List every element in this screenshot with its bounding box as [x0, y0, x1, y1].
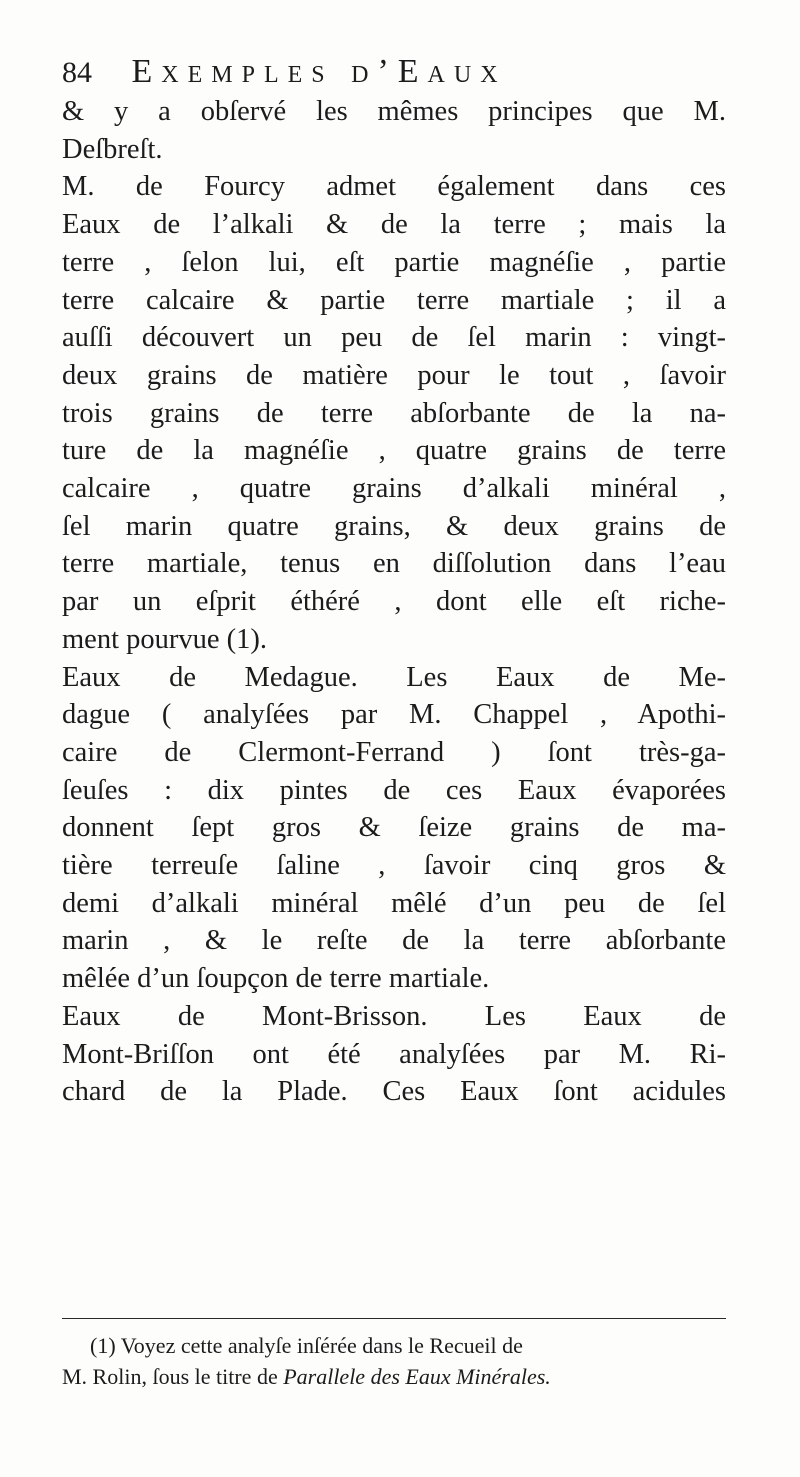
footnote	[62, 1330, 726, 1392]
text-line: ture de la magnéſie , quatre grains de terre	[62, 435, 726, 467]
text-line: Mont-Briſſon ont été analyſées par M. Ri-	[62, 1038, 726, 1070]
text-line: tière terreuſe ſaline , ſavoir cinq gros &	[62, 850, 726, 882]
text-line: terre , ſelon lui, eſt partie magnéſie , partie	[62, 246, 726, 278]
text-line: donnent ſept gros & ſeize grains de ma-	[62, 812, 726, 844]
text-line: deux grains de matière pour le tout , ſavoir	[62, 359, 726, 391]
footnote-text: M. Rolin, ſous le titre de	[62, 1364, 284, 1389]
text-line: ment pourvue (1).	[62, 623, 267, 655]
text-line: par un eſprit éthéré , dont elle eſt riche-	[62, 586, 726, 618]
text-line: auſſi découvert un peu de ſel marin : vingt-	[62, 322, 726, 354]
section-heading-line: Eaux de Medague. Les Eaux de Me-	[62, 661, 726, 693]
running-title: Exemples d’Eaux	[131, 53, 507, 90]
text-line: mêlée d’un ſoupçon de terre martiale.	[62, 963, 490, 995]
text-line: marin , & le reſte de la terre abſorbante	[62, 925, 726, 957]
body-text	[62, 93, 726, 1111]
text-line: caire de Clermont-Ferrand ) ſont très-ga-	[62, 736, 726, 768]
text-line: & y a obſervé les mêmes principes que M.	[62, 96, 726, 127]
footnote-italic-title: Parallele des Eaux Minérales.	[283, 1364, 551, 1389]
footnote-line: (1) Voyez cette analyſe inſérée dans le Recueil de	[90, 1333, 523, 1358]
running-header	[62, 52, 722, 92]
footnote-divider	[62, 1318, 726, 1319]
text-line: ſeuſes : dix pintes de ces Eaux évaporées	[62, 774, 726, 806]
text-line: trois grains de terre abſorbante de la na-	[62, 397, 726, 429]
text-line: demi d’alkali minéral mêlé d’un peu de ſel	[62, 887, 726, 919]
text-line: calcaire , quatre grains d’alkali minéral ,	[62, 473, 726, 505]
text-line: chard de la Plade. Ces Eaux ſont acidules	[62, 1076, 726, 1108]
text-line: Deſbreſt.	[62, 133, 163, 165]
text-line: M. de Fourcy admet également dans ces	[62, 171, 726, 203]
page-number: 84	[62, 56, 92, 89]
text-line: dague ( analyſées par M. Chappel , Apothi-	[62, 699, 726, 731]
text-line: terre martiale, tenus en diſſolution dans l’eau	[62, 548, 726, 580]
text-line: ſel marin quatre grains, & deux grains de	[62, 510, 726, 542]
section-heading-line: Eaux de Mont-Brisson. Les Eaux de	[62, 1000, 726, 1032]
text-line: terre calcaire & partie terre martiale ; il a	[62, 284, 726, 316]
footnote-line	[62, 1361, 726, 1392]
text-line: Eaux de l’alkali & de la terre ; mais la	[62, 209, 726, 241]
